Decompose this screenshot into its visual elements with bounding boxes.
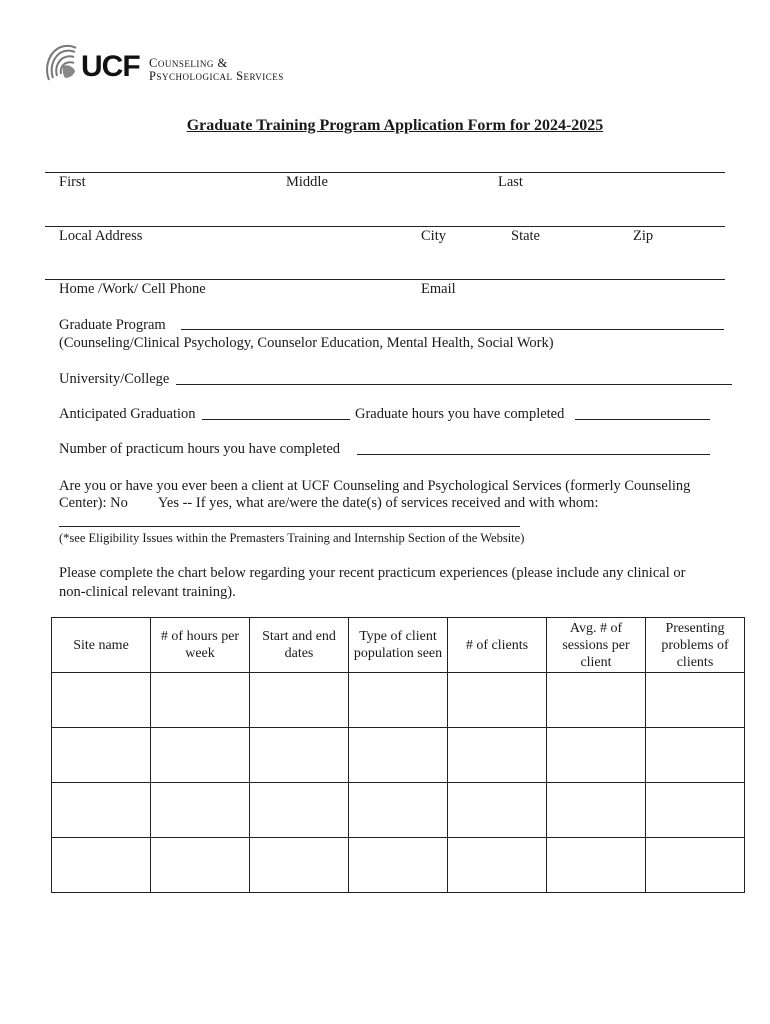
contact-field-line[interactable] xyxy=(45,279,725,280)
table-cell[interactable] xyxy=(448,728,547,783)
logo-line-1: Counseling & xyxy=(149,56,228,70)
client-question xyxy=(59,478,749,512)
table-cell[interactable] xyxy=(448,673,547,728)
table-cell[interactable] xyxy=(52,783,151,838)
chart-instructions-line-2: non-clinical relevant training). xyxy=(59,584,236,600)
graduate-hours-label: Graduate hours you have completed xyxy=(355,406,565,422)
table-cell[interactable] xyxy=(151,838,250,893)
table-cell[interactable] xyxy=(646,783,745,838)
table-cell[interactable] xyxy=(646,838,745,893)
university-field[interactable] xyxy=(176,384,732,385)
graduate-program-field[interactable] xyxy=(181,329,724,330)
header-hours-per-week: # of hours per week xyxy=(151,618,250,673)
table-cell[interactable] xyxy=(547,783,646,838)
client-question-line-1: Are you or have you ever been a client at UCF Counseling and Psychological Services (formerly Counseling xyxy=(59,478,691,494)
table-cell[interactable] xyxy=(547,673,646,728)
table-cell[interactable] xyxy=(547,728,646,783)
last-name-label: Last xyxy=(498,174,523,190)
table-cell[interactable] xyxy=(151,728,250,783)
table-row xyxy=(52,673,745,728)
form-title: Graduate Training Program Application Form for 2024-2025 xyxy=(186,117,604,134)
eligibility-note: (*see Eligibility Issues within the Premasters Training and Internship Section of the Website) xyxy=(59,531,525,545)
header-presenting-problems: Presenting problems of clients xyxy=(646,618,745,673)
first-name-label: First xyxy=(59,174,86,190)
table-cell[interactable] xyxy=(52,673,151,728)
header-start-end-dates: Start and end dates xyxy=(250,618,349,673)
header-site-name: Site name xyxy=(52,618,151,673)
client-services-field[interactable] xyxy=(59,526,520,527)
table-cell[interactable] xyxy=(448,783,547,838)
local-address-label: Local Address xyxy=(59,228,143,244)
table-cell[interactable] xyxy=(250,838,349,893)
table-cell[interactable] xyxy=(646,728,745,783)
table-cell[interactable] xyxy=(151,673,250,728)
chart-instructions-line-1: Please complete the chart below regarding your recent practicum experiences (please include any clinical or xyxy=(59,565,686,581)
middle-name-label: Middle xyxy=(286,174,328,190)
university-label: University/College xyxy=(59,371,170,387)
table-cell[interactable] xyxy=(349,673,448,728)
table-cell[interactable] xyxy=(349,838,448,893)
name-field-line[interactable] xyxy=(45,172,725,173)
graduate-hours-field[interactable] xyxy=(575,419,710,420)
logo xyxy=(43,44,323,88)
table-cell[interactable] xyxy=(349,783,448,838)
table-row xyxy=(52,838,745,893)
anticipated-graduation-label: Anticipated Graduation xyxy=(59,406,196,422)
table-cell[interactable] xyxy=(250,728,349,783)
chart-instructions xyxy=(59,565,749,601)
state-label: State xyxy=(511,228,540,244)
table-row xyxy=(52,728,745,783)
header-num-clients: # of clients xyxy=(448,618,547,673)
email-label: Email xyxy=(421,281,456,297)
header-avg-sessions: Avg. # of sessions per client xyxy=(547,618,646,673)
header-client-population: Type of client population seen xyxy=(349,618,448,673)
table-cell[interactable] xyxy=(250,783,349,838)
table-cell[interactable] xyxy=(52,838,151,893)
table-cell[interactable] xyxy=(250,673,349,728)
practicum-hours-label: Number of practicum hours you have completed xyxy=(59,441,341,457)
table-cell[interactable] xyxy=(646,673,745,728)
table-cell[interactable] xyxy=(349,728,448,783)
phone-label: Home /Work/ Cell Phone xyxy=(59,281,206,297)
pegasus-icon xyxy=(43,44,79,84)
table-cell[interactable] xyxy=(448,838,547,893)
address-field-line[interactable] xyxy=(45,226,725,227)
practicum-table xyxy=(51,617,745,893)
client-question-yes-option[interactable]: Yes -- If yes, what are/were the date(s) of services received and with whom: xyxy=(157,495,599,511)
table-cell[interactable] xyxy=(151,783,250,838)
graduate-program-options: (Counseling/Clinical Psychology, Counselor Education, Mental Health, Social Work) xyxy=(59,335,554,351)
anticipated-graduation-field[interactable] xyxy=(202,419,350,420)
table-header-row xyxy=(52,618,745,673)
logo-line-2: Psychological Services xyxy=(149,69,284,83)
zip-label: Zip xyxy=(633,228,654,244)
table-cell[interactable] xyxy=(52,728,151,783)
table-row xyxy=(52,783,745,838)
graduate-program-label: Graduate Program xyxy=(59,317,166,333)
practicum-hours-field[interactable] xyxy=(357,454,710,455)
city-label: City xyxy=(421,228,446,244)
table-cell[interactable] xyxy=(547,838,646,893)
client-question-no-option[interactable]: Center): No xyxy=(59,495,128,511)
logo-wordmark: UCF xyxy=(81,50,140,83)
